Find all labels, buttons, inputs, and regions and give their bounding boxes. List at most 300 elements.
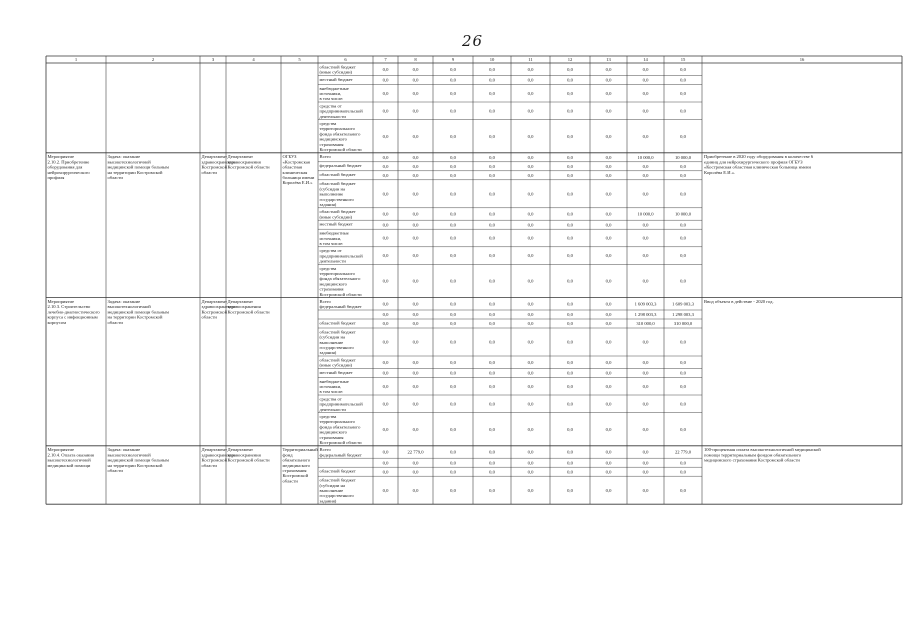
funding-source-label: деятельности (319, 406, 346, 412)
coexecutor-text: Костромской области (227, 309, 270, 315)
amount-cell: 0,0 (680, 90, 686, 96)
amount-cell: 0,0 (489, 312, 495, 318)
executor-text: здравоохранения (201, 304, 235, 310)
amount-cell: 0,0 (450, 154, 456, 160)
column-number: 1 (74, 57, 78, 63)
amount-cell: 0,0 (412, 301, 419, 307)
coexecutor-text: здравоохранения (227, 452, 261, 458)
measure-text: Мероприятие (47, 447, 74, 453)
amount-cell: 0,0 (489, 211, 495, 217)
funding-source-label: медицинского (319, 136, 347, 142)
amount-cell: 10 000,0 (674, 154, 692, 160)
amount-cell: 0,0 (450, 211, 456, 217)
funding-source-label: задания) (319, 202, 337, 207)
task-text: высокотехнологичной (107, 159, 151, 165)
amount-cell: 0,0 (680, 253, 686, 259)
amount-cell: 0,0 (412, 163, 419, 169)
amount-cell: 0,0 (382, 370, 389, 376)
note-text: медицинского страхования Костромской области (704, 457, 800, 463)
executor-text: области (201, 314, 217, 320)
amount-cell: 0,0 (605, 339, 612, 345)
amount-cell: 0,0 (527, 401, 534, 407)
measure-text: корпуса с инфекционным (47, 314, 98, 320)
funding-source-label: территориального (319, 271, 355, 276)
amount-cell: 0,0 (642, 133, 649, 139)
funding-source-label: выполнение (319, 339, 344, 345)
measure-text: 2.10.3. Строительство (47, 304, 91, 310)
funding-source-label: источники, (319, 235, 342, 241)
amount-cell: 0,0 (605, 460, 612, 466)
amount-cell: 0,0 (567, 383, 573, 389)
funding-source-label: местный бюджет (319, 369, 353, 375)
amount-cell: 0,0 (527, 235, 534, 241)
amount-cell: 0,0 (567, 133, 573, 139)
amount-cell: 0,0 (605, 253, 612, 259)
amount-cell: 0,0 (382, 278, 389, 284)
amount-cell: 0,0 (567, 469, 573, 475)
amount-cell: 0,0 (489, 253, 495, 259)
amount-cell: 0,0 (567, 370, 573, 376)
amount-cell: 0,0 (642, 278, 649, 284)
amount-cell: 0,0 (567, 90, 573, 96)
recipient-text: обязательного (282, 457, 311, 463)
amount-cell: 0,0 (527, 163, 534, 169)
amount-cell: 0,0 (642, 191, 649, 197)
measure-text: 2.10.2. Приобретение (47, 159, 90, 165)
amount-cell: 0,0 (680, 235, 686, 241)
amount-cell: 0,0 (382, 172, 389, 178)
amount-cell: 0,0 (680, 383, 686, 389)
amount-cell: 0,0 (680, 487, 686, 493)
amount-cell: 1 298 003,3 (634, 312, 657, 318)
amount-cell: 0,0 (680, 66, 686, 72)
funding-source-label: страхования (319, 434, 344, 440)
note-text: единиц для нейрохирургического профиля ОГБУЗ (704, 159, 803, 165)
amount-cell: 0,0 (527, 301, 534, 307)
executor-text: Департамент (201, 299, 227, 304)
recipient-text: «Костромская (282, 159, 310, 165)
recipient-text: областная (282, 164, 303, 170)
amount-cell: 0,0 (527, 66, 534, 72)
amount-cell: 0,0 (680, 370, 686, 376)
funding-source-label: в том числе: (319, 241, 344, 246)
funding-source-label: местный бюджет (319, 221, 353, 227)
funding-source-label: средства (319, 121, 337, 126)
amount-cell: 0,0 (605, 211, 612, 217)
coexecutor-text: здравоохранения (227, 304, 261, 310)
funding-source-label: (иные субсидии) (319, 69, 353, 75)
funding-source-label: федеральный бюджет (319, 304, 362, 310)
amount-cell: 0,0 (412, 426, 419, 432)
amount-cell: 0,0 (489, 426, 495, 432)
funding-source-label: деятельности (319, 113, 346, 119)
amount-cell: 0,0 (527, 278, 534, 284)
executor-text: здравоохранения (201, 452, 235, 458)
amount-cell: 0,0 (450, 133, 456, 139)
note-text: «Костромская областная клиническая больница имени (704, 164, 811, 170)
coexecutor-text: Костромской области (227, 164, 270, 170)
amount-cell: 0,0 (489, 278, 495, 284)
column-number: 15 (680, 57, 686, 63)
amount-cell: 0,0 (412, 253, 419, 259)
amount-cell: 0,0 (412, 321, 419, 327)
amount-cell: 0,0 (489, 191, 495, 197)
amount-cell: 0,0 (412, 154, 419, 160)
amount-cell: 0,0 (527, 449, 534, 455)
measure-text: корпусом (47, 319, 67, 325)
amount-cell: 0,0 (489, 359, 495, 365)
amount-cell: 0,0 (567, 163, 573, 169)
amount-cell: 0,0 (642, 339, 649, 345)
amount-cell: 0,0 (567, 312, 573, 318)
amount-cell: 0,0 (489, 222, 495, 228)
amount-cell: 0,0 (642, 235, 649, 241)
funding-source-label: фонда обязательного (319, 424, 361, 430)
column-number: 13 (606, 57, 611, 63)
amount-cell: 0,0 (680, 469, 686, 475)
funding-source-label: областной бюджет (319, 320, 356, 326)
funding-source-label: (субсидии на (319, 186, 345, 192)
task-text: Задача: оказание (107, 447, 141, 453)
amount-cell: 0,0 (527, 191, 534, 197)
amount-cell: 0,0 (489, 133, 495, 139)
funding-source-label: федеральный бюджет (319, 452, 362, 458)
amount-cell: 0,0 (527, 222, 534, 228)
column-number: 7 (384, 57, 387, 63)
amount-cell: 0,0 (382, 487, 389, 493)
executor-text: Костромской (201, 164, 228, 170)
column-number: 9 (451, 57, 455, 63)
amount-cell: 0,0 (527, 487, 534, 493)
funding-source-label: Костромской области (319, 440, 362, 445)
amount-cell: 0,0 (642, 163, 649, 169)
amount-cell: 310 000,0 (636, 321, 655, 327)
amount-cell: 0,0 (412, 133, 419, 139)
funding-source-label: внебюджетные (319, 378, 349, 384)
amount-cell: 0,0 (527, 370, 534, 376)
amount-cell: 22 779,0 (674, 449, 692, 455)
column-number: 6 (344, 57, 347, 63)
amount-cell: 0,0 (642, 77, 649, 83)
amount-cell: 0,0 (605, 191, 612, 197)
amount-cell: 10 000,0 (637, 154, 654, 160)
amount-cell: 0,0 (567, 359, 573, 365)
funding-source-label: областной бюджет (319, 209, 356, 215)
amount-cell: 0,0 (412, 235, 419, 241)
amount-cell: 0,0 (450, 191, 456, 197)
amount-cell: 0,0 (382, 211, 389, 217)
amount-cell: 0,0 (527, 172, 534, 178)
amount-cell: 0,0 (680, 426, 686, 432)
note-text: Королёва Е.И.». (704, 169, 736, 175)
task-text: на территории Костромской (107, 314, 163, 320)
funding-source-label: средства (319, 265, 337, 271)
column-number: 11 (528, 57, 533, 63)
amount-cell: 0,0 (382, 426, 389, 432)
amount-cell: 0,0 (605, 133, 612, 139)
amount-cell: 0,0 (680, 133, 686, 139)
amount-cell: 310 000,0 (673, 321, 693, 327)
funding-source-label: средства (319, 414, 337, 419)
amount-cell: 0,0 (382, 359, 389, 365)
funding-source-label: областной бюджет (319, 357, 356, 363)
amount-cell: 0,0 (489, 449, 495, 455)
amount-cell: 0,0 (382, 469, 389, 475)
amount-cell: 0,0 (450, 370, 456, 376)
amount-cell: 0,0 (450, 359, 456, 365)
amount-cell: 0,0 (450, 460, 456, 466)
amount-cell: 1 609 003,3 (634, 301, 657, 307)
amount-cell: 0,0 (412, 191, 419, 197)
amount-cell: 0,0 (412, 211, 419, 217)
amount-cell: 22 779,0 (407, 449, 424, 455)
amount-cell: 0,0 (642, 222, 649, 228)
measure-text: медицинской помощи (47, 462, 91, 468)
amount-cell: 0,0 (605, 401, 612, 407)
coexecutor-text: Департамент (227, 299, 253, 304)
amount-cell: 0,0 (412, 359, 419, 365)
funding-source-label: предпринимательской (319, 108, 363, 114)
amount-cell: 0,0 (489, 163, 495, 169)
amount-cell: 0,0 (489, 301, 495, 307)
amount-cell: 0,0 (567, 211, 573, 217)
amount-cell: 0,0 (605, 154, 612, 160)
funding-source-label: территориального (319, 126, 355, 132)
amount-cell: 0,0 (567, 77, 573, 83)
amount-cell: 0,0 (567, 460, 573, 466)
amount-cell: 0,0 (450, 163, 456, 169)
funding-source-label: (иные субсидии) (319, 214, 353, 220)
amount-cell: 0,0 (680, 172, 686, 178)
recipient-text: медицинского (282, 462, 310, 468)
funding-source-label: задания) (319, 498, 337, 504)
amount-cell: 0,0 (680, 77, 686, 83)
amount-cell: 0,0 (489, 339, 495, 345)
amount-cell: 0,0 (605, 222, 612, 228)
column-number: 5 (298, 57, 301, 63)
amount-cell: 0,0 (527, 321, 534, 327)
amount-cell: 1 298 003,3 (672, 312, 694, 318)
amount-cell: 0,0 (450, 222, 456, 228)
amount-cell: 0,0 (642, 253, 649, 259)
amount-cell: 0,0 (489, 321, 495, 327)
amount-cell: 0,0 (680, 222, 686, 228)
amount-cell: 0,0 (489, 370, 495, 376)
task-text: высокотехнологичной (107, 304, 151, 310)
amount-cell: 0,0 (680, 191, 686, 197)
amount-cell: 0,0 (642, 108, 649, 114)
amount-cell: 0,0 (527, 108, 534, 114)
amount-cell: 0,0 (527, 312, 534, 318)
amount-cell: 0,0 (527, 253, 534, 259)
amount-cell: 0,0 (412, 401, 419, 407)
amount-cell: 0,0 (680, 163, 686, 169)
task-text: Задача: оказание (107, 154, 141, 160)
amount-cell: 0,0 (567, 222, 573, 228)
funding-source-label: в том числе: (319, 389, 344, 395)
task-text: медицинской помощи больным (107, 164, 169, 170)
funding-source-label: Всего (319, 154, 331, 160)
amount-cell: 0,0 (412, 469, 419, 475)
funding-source-label: страхования (319, 141, 344, 147)
amount-cell: 0,0 (680, 278, 686, 284)
funding-source-label: областной бюджет (319, 172, 356, 178)
amount-cell: 0,0 (642, 449, 649, 455)
amount-cell: 0,0 (450, 90, 456, 96)
recipient-text: Территориальный (282, 447, 318, 453)
amount-cell: 0,0 (382, 460, 389, 466)
amount-cell: 0,0 (642, 172, 649, 178)
amount-cell: 0,0 (605, 301, 612, 307)
recipient-text: клиническая (282, 169, 308, 175)
page-number: 26 (462, 32, 484, 50)
amount-cell: 0,0 (567, 66, 573, 72)
amount-cell: 0,0 (450, 469, 456, 475)
measure-text: лечебно-диагностического (47, 309, 100, 315)
column-number: 4 (252, 57, 255, 63)
amount-cell: 0,0 (605, 359, 612, 365)
amount-cell: 0,0 (489, 108, 495, 114)
funding-source-label: медицинского (319, 429, 347, 435)
amount-cell: 0,0 (642, 401, 649, 407)
column-number: 3 (211, 57, 215, 63)
amount-cell: 0,0 (382, 133, 389, 139)
amount-cell: 0,0 (527, 90, 534, 96)
amount-cell: 0,0 (605, 90, 612, 96)
amount-cell: 0,0 (527, 133, 534, 139)
column-number: 14 (643, 57, 648, 63)
measure-text: 2.10.4. Оплата оказания (47, 452, 94, 458)
amount-cell: 0,0 (450, 235, 456, 241)
executor-text: области (201, 169, 217, 175)
amount-cell: 0,0 (450, 426, 456, 432)
amount-cell: 0,0 (450, 449, 456, 455)
amount-cell: 0,0 (412, 222, 419, 228)
amount-cell: 0,0 (382, 301, 389, 307)
amount-cell: 0,0 (527, 77, 534, 83)
funding-source-label: Костромской области (319, 147, 362, 152)
recipient-text: области (282, 478, 298, 484)
amount-cell: 0,0 (567, 278, 573, 284)
amount-cell: 10 000,0 (674, 211, 692, 217)
note-text: Ввод объекта в действие - 2020 год. (704, 299, 774, 304)
funding-source-label: (иные субсидии) (319, 362, 353, 368)
funding-source-label: деятельности (319, 258, 346, 264)
executor-text: Департамент (201, 447, 227, 453)
amount-cell: 0,0 (567, 191, 573, 197)
funding-source-label: Костромской области (319, 291, 362, 297)
amount-cell: 0,0 (450, 77, 456, 83)
funding-source-label: внебюджетные (319, 230, 349, 236)
measure-text: оборудования для (47, 164, 83, 170)
amount-cell: 0,0 (450, 383, 456, 389)
amount-cell: 0,0 (412, 90, 419, 96)
amount-cell: 0,0 (382, 77, 389, 83)
amount-cell: 0,0 (450, 253, 456, 259)
funding-source-label: федеральный бюджет (319, 163, 362, 169)
task-text: Задача: оказание (107, 299, 141, 304)
amount-cell: 0,0 (605, 426, 612, 432)
coexecutor-text: Департамент (227, 447, 253, 453)
amount-cell: 0,0 (605, 172, 612, 178)
amount-cell: 0,0 (412, 108, 419, 114)
amount-cell: 0,0 (642, 487, 649, 493)
amount-cell: 0,0 (489, 460, 495, 466)
amount-cell: 0,0 (489, 469, 495, 475)
funding-source-label: в том числе: (319, 96, 344, 102)
amount-cell: 0,0 (450, 108, 456, 114)
amount-cell: 0,0 (489, 77, 495, 83)
amount-cell: 0,0 (605, 163, 612, 169)
measure-text: нейрохирургического (47, 169, 90, 175)
funding-source-label: страхования (319, 286, 344, 292)
amount-cell: 0,0 (382, 154, 389, 160)
amount-cell: 0,0 (567, 339, 573, 345)
amount-cell: 0,0 (382, 321, 389, 327)
amount-cell: 0,0 (567, 154, 573, 160)
executor-text: здравоохранения (201, 159, 235, 165)
column-number: 8 (414, 57, 417, 63)
amount-cell: 0,0 (567, 321, 573, 327)
amount-cell: 0,0 (412, 66, 419, 72)
amount-cell: 0,0 (450, 401, 456, 407)
amount-cell: 0,0 (450, 301, 456, 307)
amount-cell: 0,0 (382, 449, 389, 455)
amount-cell: 0,0 (489, 90, 495, 96)
amount-cell: 0,0 (527, 469, 534, 475)
amount-cell: 0,0 (605, 469, 612, 475)
amount-cell: 0,0 (450, 278, 456, 284)
amount-cell: 0,0 (412, 172, 419, 178)
amount-cell: 0,0 (605, 383, 612, 389)
amount-cell: 0,0 (567, 108, 573, 114)
amount-cell: 0,0 (382, 235, 389, 241)
amount-cell: 0,0 (382, 191, 389, 197)
amount-cell: 0,0 (412, 370, 419, 376)
amount-cell: 0,0 (642, 90, 649, 96)
measure-text: Мероприятие (47, 299, 74, 304)
amount-cell: 0,0 (567, 253, 573, 259)
amount-cell: 0,0 (489, 154, 495, 160)
funding-source-label: предпринимательской (319, 253, 363, 259)
funding-source-label: задания) (319, 350, 337, 356)
funding-source-label: источники, (319, 91, 342, 96)
funding-source-label: местный бюджет (319, 76, 353, 82)
executor-text: Костромской (201, 309, 228, 315)
funding-source-label: выполнение (319, 488, 344, 493)
amount-cell: 0,0 (489, 487, 495, 493)
recipient-text: Костромской (282, 473, 309, 479)
amount-cell: 0,0 (450, 339, 456, 345)
funding-source-label: фонда обязательного (319, 276, 361, 282)
funding-source-label: предпринимательской (319, 401, 363, 407)
amount-cell: 0,0 (605, 278, 612, 284)
amount-cell: 0,0 (382, 401, 389, 407)
funding-source-label: (субсидии на (319, 334, 345, 340)
amount-cell: 0,0 (642, 370, 649, 376)
amount-cell: 0,0 (412, 278, 419, 284)
amount-cell: 0,0 (450, 172, 456, 178)
amount-cell: 0,0 (412, 312, 419, 318)
amount-cell: 0,0 (527, 460, 534, 466)
amount-cell: 0,0 (642, 359, 649, 365)
funding-source-label: фонда обязательного (319, 131, 361, 137)
measure-text: высокотехнологичной (47, 457, 91, 463)
funding-source-label: государственного (319, 493, 354, 499)
amount-cell: 0,0 (642, 426, 649, 432)
recipient-text: ОГБУЗ (282, 154, 297, 160)
amount-cell: 0,0 (605, 108, 612, 114)
